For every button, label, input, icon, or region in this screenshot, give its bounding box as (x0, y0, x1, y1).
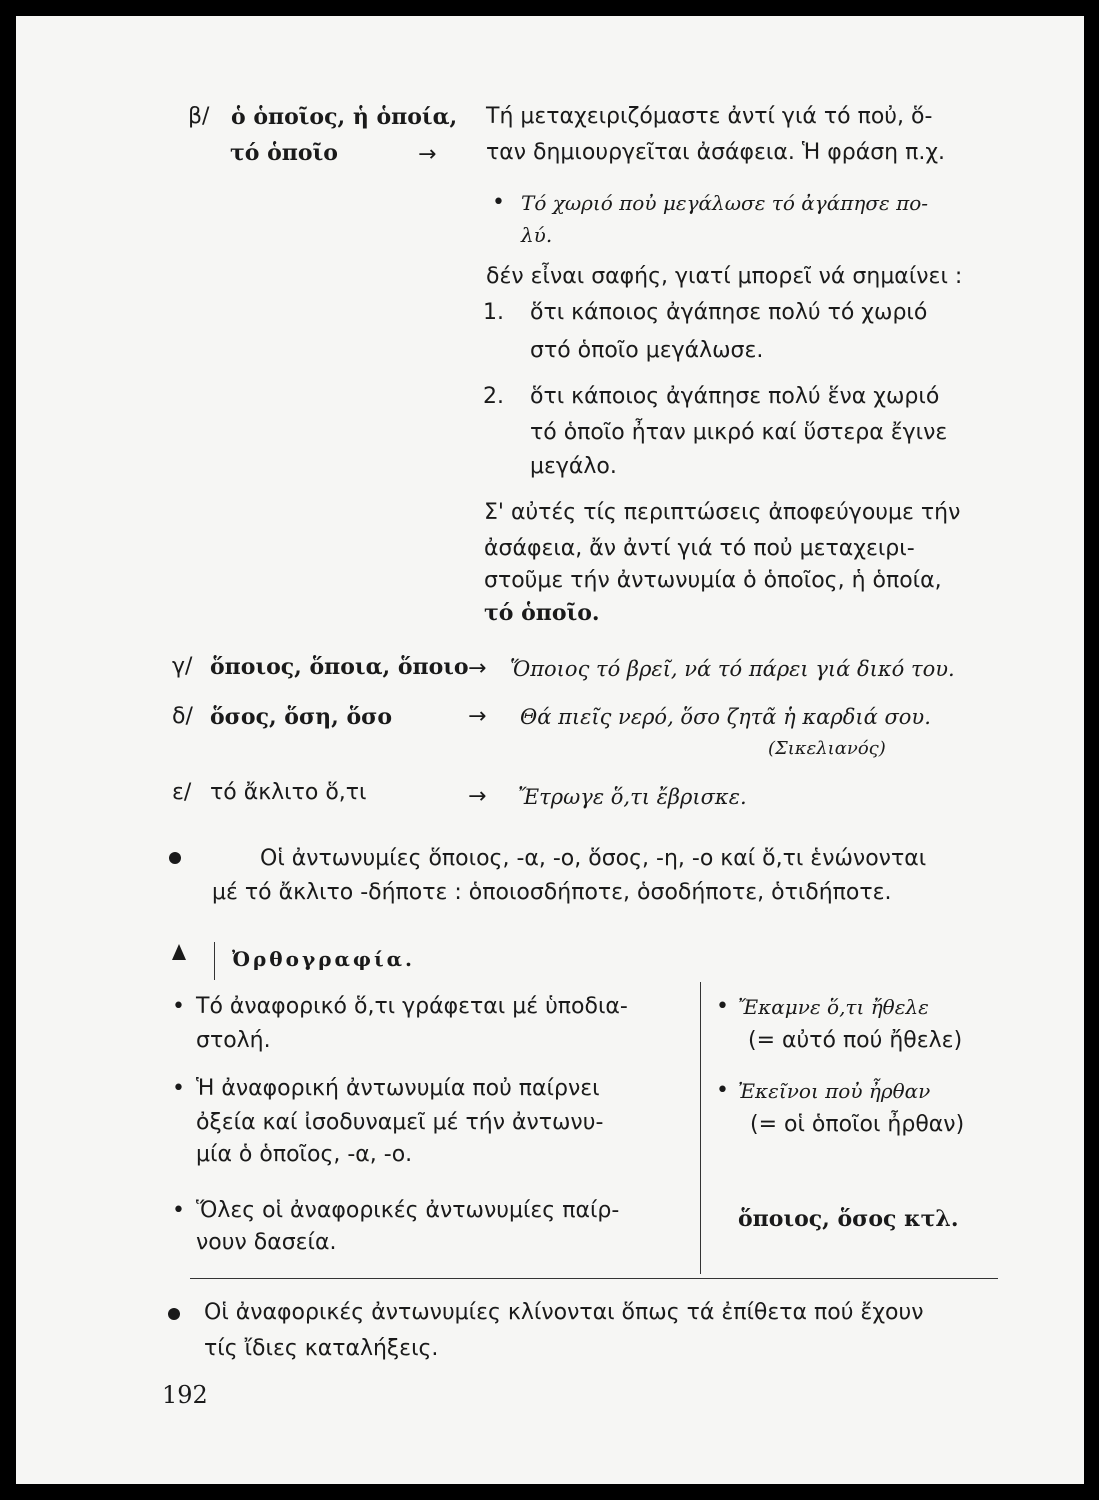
ortho-row-2-left-3: μία ὁ ὁποῖος, -α, -ο. (196, 1142, 413, 1167)
section-d-example: Θά πιεῖς νερό, ὅσο ζητᾶ ἡ καρδιά σου. (520, 705, 931, 729)
section-b-example-2: λύ. (521, 223, 553, 247)
warning-triangle-icon (172, 944, 186, 960)
section-b-explain: δέν εἶναι σαφής, γιατί μπορεῖ νά σημαίνει : (486, 264, 963, 289)
bullet-icon: • (716, 1078, 729, 1103)
heading-rule (214, 942, 215, 980)
item-2-line-3: μεγάλο. (530, 454, 617, 479)
arrow-icon: → (468, 704, 487, 729)
item-2-line-2: τό ὁποῖο ἦταν μικρό καί ὕστερα ἔγινε (530, 420, 948, 445)
item-1-number: 1. (483, 300, 504, 325)
bullet-icon: • (172, 1076, 185, 1101)
ortho-row-1-left-2: στολή. (196, 1028, 271, 1053)
section-d-source: (Σικελιανός) (768, 738, 886, 759)
bullet-icon: • (716, 994, 729, 1019)
note-1-line-2: μέ τό ἄκλιτο -δήποτε : ὁποιοσδήποτε, ὁσοδήποτε, ὁτιδήποτε. (212, 880, 892, 905)
table-divider (700, 982, 701, 1274)
section-d-label: ὅσος, ὅση, ὅσο (210, 704, 393, 730)
section-b-text-1: Τή μεταχειριζόμαστε ἀντί γιά τό ποὐ, ὅ- (486, 104, 933, 129)
section-d-marker: δ/ (172, 704, 193, 729)
section-b-text-2: ταν δημιουργεῖται ἀσάφεια. Ἡ φράση π.χ. (486, 140, 946, 165)
section-b-marker: β/ (188, 104, 210, 129)
ortho-row-2-left-2: ὀξεία καί ἰσοδυναμεῖ μέ τήν ἀντωνυ- (196, 1110, 604, 1135)
arrow-icon: → (468, 784, 487, 809)
section-c-example: Ὅποιος τό βρεῖ, νά τό πάρει γιά δικό του. (510, 657, 955, 681)
section-e-label: τό ἄκλιτο ὅ,τι (210, 780, 367, 805)
avoid-line-4: τό ὁποῖο. (484, 600, 600, 626)
section-e-example: Ἔτρωγε ὅ,τι ἔβρισκε. (518, 785, 747, 809)
bullet-icon (169, 852, 181, 864)
section-b-example-1: Τό χωριό ποὐ μεγάλωσε τό ἀγάπησε πο- (521, 191, 929, 215)
bullet-icon: • (492, 190, 505, 215)
note-2-line-2: τίς ἴδιες καταλήξεις. (204, 1336, 439, 1361)
ortho-row-1-left-1: Τό ἀναφορικό ὅ,τι γράφεται μέ ὑποδια- (196, 994, 628, 1019)
item-2-number: 2. (483, 384, 504, 409)
arrow-icon: → (468, 656, 487, 681)
avoid-line-2: ἀσάφεια, ἄν ἀντί γιά τό ποὐ μεταχειρι- (484, 536, 915, 561)
section-c-marker: γ/ (172, 654, 193, 679)
item-1-line-2: στό ὁποῖο μεγάλωσε. (530, 338, 764, 363)
note-1-line-1: Οἱ ἀντωνυμίες ὅποιος, -α, -ο, ὅσος, -η, -ο καί ὅ,τι ἑνώνονται (260, 846, 927, 871)
arrow-icon: → (418, 142, 437, 167)
ortho-row-3-right-1: ὅποιος, ὅσος κτλ. (738, 1206, 959, 1232)
section-c-label: ὅποιος, ὅποια, ὅποιο (210, 654, 469, 680)
orthography-heading: Ὀρθογραφία. (232, 947, 416, 971)
bullet-icon (168, 1308, 180, 1320)
book-page (16, 16, 1084, 1484)
bullet-icon: • (172, 994, 185, 1019)
bullet-icon: • (172, 1198, 185, 1223)
ortho-row-1-right-1: Ἔκαμνε ὅ,τι ἤθελε (738, 995, 929, 1019)
item-2-line-1: ὅτι κάποιος ἀγάπησε πολύ ἕνα χωριό (530, 384, 940, 409)
ortho-row-2-left-1: Ἡ ἀναφορική ἀντωνυμία ποὐ παίρνει (196, 1076, 600, 1101)
ortho-row-2-right-1: Ἐκεῖνοι ποὐ ἦρθαν (738, 1079, 931, 1103)
avoid-line-1: Σ' αὐτές τίς περιπτώσεις ἀποφεύγουμε τήν (484, 500, 961, 525)
table-bottom-rule (190, 1278, 998, 1279)
ortho-row-1-right-2: (= αὐτό πού ἤθελε) (748, 1028, 963, 1053)
note-2-line-1: Οἱ ἀναφορικές ἀντωνυμίες κλίνονται ὅπως τά ἐπίθετα πού ἔχουν (204, 1300, 924, 1325)
ortho-row-3-left-1: Ὅλες οἱ ἀναφορικές ἀντωνυμίες παίρ- (196, 1198, 620, 1223)
section-e-marker: ε/ (172, 780, 192, 805)
item-1-line-1: ὅτι κάποιος ἀγάπησε πολύ τό χωριό (530, 300, 928, 325)
section-b-label-1: ὁ ὁποῖος, ἡ ὁποία, (231, 104, 458, 130)
page-number: 192 (162, 1381, 208, 1409)
section-b-label-2: τό ὁποῖο (230, 140, 338, 166)
ortho-row-2-right-2: (= οἱ ὁποῖοι ἦρθαν) (750, 1112, 965, 1137)
ortho-row-3-left-2: νουν δασεία. (196, 1230, 337, 1255)
avoid-line-3: στοῦμε τήν ἀντωνυμία ὁ ὁποῖος, ἡ ὁποία, (484, 568, 942, 593)
